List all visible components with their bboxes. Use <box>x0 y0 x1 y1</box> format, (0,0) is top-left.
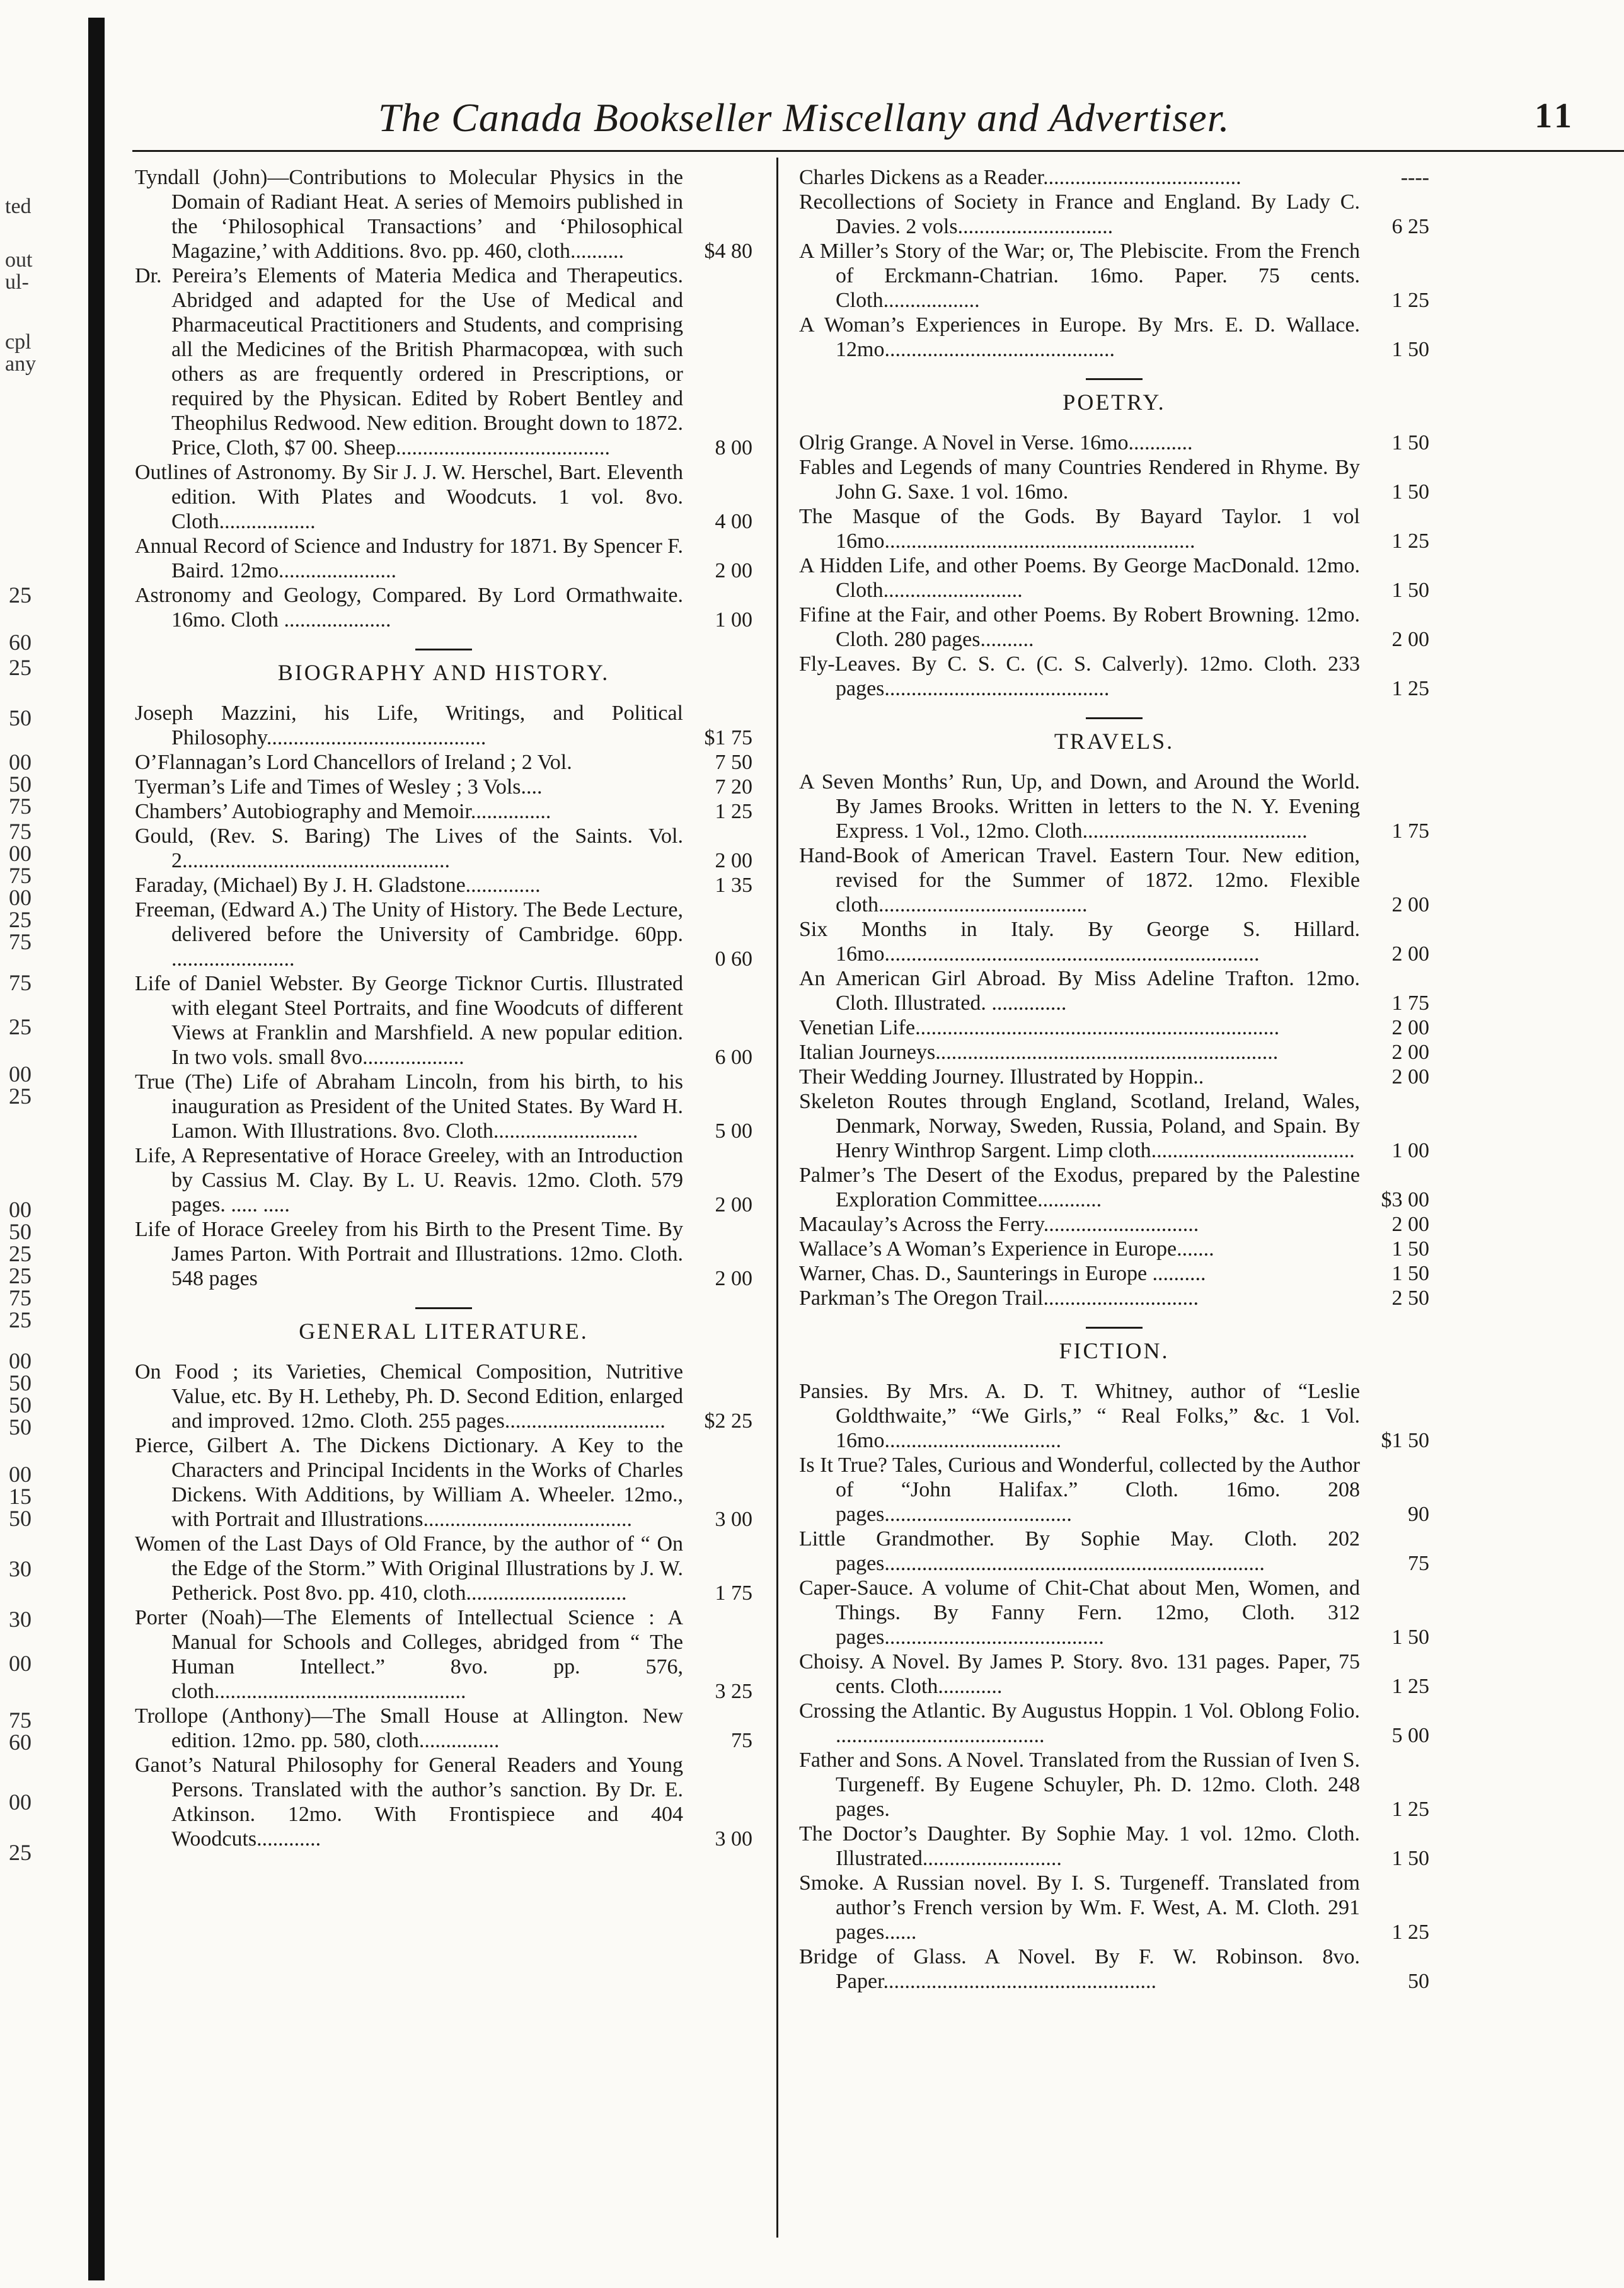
book-price: 1 50 <box>1391 480 1429 504</box>
bleed-price-fragment: 25 <box>9 1840 32 1865</box>
book-listing <box>135 873 752 898</box>
book-listing <box>135 1704 752 1753</box>
book-price: 75 <box>1408 1552 1429 1575</box>
book-price: 1 25 <box>1391 1798 1429 1821</box>
book-description: Astronomy and Geology, Compared. By Lord Ormathwaite. 16mo. Cloth .................... <box>135 584 683 632</box>
book-price: $4 80 <box>704 240 752 263</box>
book-price: 1 25 <box>1391 677 1429 700</box>
book-description: Tyndall (John)—Contributions to Molecular Physics in the Domain of Radiant Heat. A series of Memoirs published in the ‘Philosophical Transactions’ and ‘Philosophical Magazine,’ with Additions. 8vo. pp. 460, cloth.......... <box>135 166 683 263</box>
book-description: Is It True? Tales, Curious and Wonderful, collected by the Author of “John Halifax.” Cloth. 16mo. 208 pages................................... <box>799 1453 1360 1526</box>
book-price: 50 <box>1408 1970 1429 1993</box>
book-price: $1 75 <box>704 726 752 749</box>
book-description: Choisy. A Novel. By James P. Story. 8vo. 131 pages. Paper, 75 cents. Cloth............ <box>799 1650 1360 1698</box>
book-price: 0 60 <box>715 947 752 971</box>
book-price: 2 00 <box>715 559 752 582</box>
book-description: Venetian Life.................................................................... <box>799 1016 1280 1039</box>
book-price: 5 00 <box>1391 1724 1429 1747</box>
page-binding-shadow <box>88 18 105 2280</box>
book-price: $1 50 <box>1381 1429 1429 1452</box>
section-heading: POETRY. <box>1063 390 1166 415</box>
section-heading: TRAVELS. <box>1054 729 1175 754</box>
book-price: 1 75 <box>1391 819 1429 843</box>
book-price: 6 00 <box>715 1046 752 1069</box>
book-listing <box>799 1015 1429 1040</box>
book-description: Skeleton Routes through England, Scotland, Ireland, Wales, Denmark, Norway, Sweden, Russia, Poland, and Spain. By Henry Winthrop Sargent. Limp cloth...................................... <box>799 1090 1360 1162</box>
book-price: 75 <box>731 1729 752 1752</box>
book-listing <box>799 603 1429 652</box>
book-description: Ganot’s Natural Philosophy for General Readers and Young Persons. Translated with the author’s sanction. By Dr. E. Atkinson. 12mo. With Frontispiece and 404 Woodcuts............ <box>135 1754 683 1851</box>
book-description: Freeman, (Edward A.) The Unity of History. The Bede Lecture, delivered before the University of Cambridge. 60pp. ....................... <box>135 898 683 971</box>
book-listing <box>799 1261 1429 1286</box>
book-price: 90 <box>1408 1503 1429 1526</box>
book-listing <box>135 534 752 583</box>
book-description: True (The) Life of Abraham Lincoln, from his birth, to his inauguration as President of the United States. By Ward H. Lamon. With Illustrations. 8vo. Cloth........................... <box>135 1070 683 1143</box>
page-number: 11 <box>1535 96 1575 136</box>
book-price: 5 00 <box>715 1119 752 1143</box>
bleed-price-fragment: 75 <box>9 970 32 995</box>
book-listing <box>799 1453 1429 1527</box>
book-price: 2 00 <box>1391 893 1429 916</box>
bleed-price-fragment: 25 <box>9 907 32 932</box>
bleed-price-fragment: 75 <box>9 1285 32 1310</box>
journal-title: The Canada Bookseller Miscellany and Advertiser. <box>378 95 1230 140</box>
book-price: 7 50 <box>715 751 752 774</box>
book-price: 1 50 <box>1391 431 1429 454</box>
book-listing <box>135 898 752 971</box>
bleed-price-fragment: 75 <box>9 863 32 888</box>
bleed-price-fragment: 00 <box>9 1348 32 1373</box>
book-price: 2 00 <box>1391 628 1429 651</box>
book-description: Annual Record of Science and Industry for 1871. By Spencer F. Baird. 12mo...................... <box>135 534 683 582</box>
book-listing <box>799 1699 1429 1748</box>
bleed-price-fragment: 25 <box>9 1241 32 1266</box>
book-listing <box>135 701 752 750</box>
bleed-text-fragment: ted <box>5 195 32 218</box>
bleed-price-fragment: 30 <box>9 1556 32 1581</box>
book-listing <box>799 455 1429 504</box>
book-description: Warner, Chas. D., Saunterings in Europe .......... <box>799 1262 1206 1285</box>
book-price: $2 25 <box>704 1409 752 1433</box>
book-listing <box>799 504 1429 553</box>
book-description: Hand-Book of American Travel. Eastern Tour. New edition, revised for the Summer of 1872. 12mo. Flexible cloth....................................... <box>799 844 1360 916</box>
book-listing <box>799 843 1429 917</box>
bleed-price-fragment: 75 <box>9 1707 32 1733</box>
book-listing <box>799 1650 1429 1699</box>
book-description: Their Wedding Journey. Illustrated by Hoppin.. <box>799 1065 1204 1089</box>
bleed-text-fragment: any <box>5 352 37 376</box>
section-heading: FICTION. <box>1059 1338 1170 1363</box>
bleed-price-fragment: 00 <box>9 749 32 775</box>
book-description: Wallace’s A Woman’s Experience in Europe....... <box>799 1237 1214 1261</box>
book-price: $3 00 <box>1381 1188 1429 1211</box>
bleed-price-fragment: 00 <box>9 841 32 866</box>
book-price: 1 50 <box>1391 1847 1429 1870</box>
book-description: Life of Horace Greeley from his Birth to the Present Time. By James Parton. With Portrait and Illustrations. 12mo. Cloth. 548 pages <box>135 1218 683 1290</box>
book-listing <box>799 239 1429 313</box>
book-listing <box>799 313 1429 362</box>
book-listing <box>799 1040 1429 1065</box>
book-price: 1 50 <box>1391 1626 1429 1649</box>
book-listing <box>799 1379 1429 1453</box>
book-description: On Food ; its Varieties, Chemical Composition, Nutritive Value, etc. By H. Letheby, Ph. D. Second Edition, enlarged and improved. 12mo. Cloth. 255 pages.............................. <box>135 1360 683 1433</box>
book-listing <box>135 1605 752 1704</box>
section-gap <box>799 415 1429 430</box>
book-description: Pansies. By Mrs. A. D. T. Whitney, author of “Leslie Goldthwaite,” “We Girls,” “ Real Folks,” &c. 1 Vol. 16mo................................. <box>799 1380 1360 1452</box>
book-listing <box>799 1871 1429 1944</box>
book-description: Smoke. A Russian novel. By I. S. Turgeneff. Translated from author’s French version by Wm. F. West, A. M. Cloth. 291 pages...... <box>799 1871 1360 1944</box>
book-listing <box>799 770 1429 843</box>
book-description: Trollope (Anthony)—The Small House at Allington. New edition. 12mo. pp. 580, cloth............... <box>135 1704 683 1752</box>
bleed-price-fragment: 75 <box>9 819 32 844</box>
book-price: 1 75 <box>1391 991 1429 1015</box>
header-rule <box>132 150 1624 152</box>
book-description: The Doctor’s Daughter. By Sophie May. 1 vol. 12mo. Cloth. Illustrated.......................... <box>799 1822 1360 1870</box>
right-column <box>799 165 1429 1994</box>
bleed-price-fragment: 00 <box>9 1651 32 1676</box>
bleed-price-fragment: 50 <box>9 1414 32 1440</box>
book-description: Faraday, (Michael) By J. H. Gladstone.............. <box>135 874 541 897</box>
book-listing <box>135 775 752 799</box>
book-listing <box>799 1212 1429 1237</box>
book-listing <box>799 1576 1429 1650</box>
book-description: Fifine at the Fair, and other Poems. By Robert Browning. 12mo. Cloth. 280 pages.......... <box>799 603 1360 651</box>
book-listing <box>799 1748 1429 1822</box>
bleed-price-fragment: 00 <box>9 885 32 910</box>
bleed-price-fragment: 50 <box>9 705 32 731</box>
book-description: Dr. Pereira’s Elements of Materia Medica and Therapeutics. Abridged and adapted for the Use of Medical and Pharmaceutical Practitioners and Students, and comprising all the Medicines of the British Pharmacopœa, with such others as are frequently ordered in Prescriptions, or required by the Physican. Edited by Robert Bentley and Theophilus Redwood. New edition. Brought down to 1872. Price, Cloth, $7 00. Sheep........................................ <box>135 264 683 459</box>
book-price: 2 00 <box>715 849 752 872</box>
book-price: 3 00 <box>715 1508 752 1531</box>
bleed-price-fragment: 50 <box>9 1392 32 1418</box>
book-listing <box>135 1360 752 1433</box>
book-listing <box>135 799 752 824</box>
book-listing <box>135 1143 752 1217</box>
bleed-price-fragment: 00 <box>9 1197 32 1222</box>
book-listing <box>799 430 1429 455</box>
book-description: The Masque of the Gods. By Bayard Taylor. 1 vol 16mo.......................................................... <box>799 505 1360 553</box>
book-description: Olrig Grange. A Novel in Verse. 16mo............ <box>799 431 1193 454</box>
bleed-price-fragment: 50 <box>9 1219 32 1244</box>
bleed-price-fragment: 15 <box>9 1484 32 1509</box>
book-price: 1 50 <box>1391 579 1429 602</box>
book-listing <box>799 165 1429 190</box>
book-price: 2 00 <box>1391 1213 1429 1236</box>
bleed-price-fragment: 25 <box>9 582 32 608</box>
book-price: 2 00 <box>1391 1016 1429 1039</box>
book-description: Parkman’s The Oregon Trail............................. <box>799 1286 1199 1310</box>
book-price: 3 25 <box>715 1680 752 1703</box>
book-description: Tyerman’s Life and Times of Wesley ; 3 Vols.... <box>135 775 543 799</box>
section-rule <box>1086 717 1143 719</box>
book-listing <box>799 1822 1429 1871</box>
book-listing <box>135 263 752 460</box>
book-description: Pierce, Gilbert A. The Dickens Dictionary. A Key to the Characters and Principal Incidents in the Works of Charles Dickens. With Additions, by William A. Wheeler. 12mo., with Portrait and Illustrations....................................... <box>135 1434 683 1531</box>
bleed-price-fragment: 50 <box>9 771 32 797</box>
book-description: Life of Daniel Webster. By George Ticknor Curtis. Illustrated with elegant Steel Portraits, and fine Woodcuts of different Views at Franklin and Marshfield. A new popular edition. In two vols. small 8vo................... <box>135 972 683 1069</box>
book-description: Gould, (Rev. S. Baring) The Lives of the Saints. Vol. 2.................................................. <box>135 824 683 872</box>
section-gap <box>135 686 752 701</box>
bleed-price-fragment: 75 <box>9 929 32 954</box>
book-price: 4 00 <box>715 510 752 533</box>
book-listing <box>135 1217 752 1291</box>
book-listing <box>799 553 1429 603</box>
section-gap <box>135 1344 752 1360</box>
bleed-price-fragment: 50 <box>9 1370 32 1395</box>
book-description: Charles Dickens as a Reader..................................... <box>799 166 1241 189</box>
book-price: 1 50 <box>1391 1237 1429 1261</box>
book-price: 1 00 <box>715 608 752 632</box>
book-description: Fables and Legends of many Countries Rendered in Rhyme. By John G. Saxe. 1 vol. 16mo. <box>799 456 1360 504</box>
book-description: Outlines of Astronomy. By Sir J. J. W. Herschel, Bart. Eleventh edition. With Plates and Woodcuts. 1 vol. 8vo. Cloth.................. <box>135 461 683 533</box>
bleed-price-fragment: 25 <box>9 655 32 680</box>
bleed-price-fragment: 50 <box>9 1506 32 1531</box>
section-gap <box>799 1364 1429 1379</box>
book-price: 2 00 <box>1391 942 1429 966</box>
bleed-price-fragment: 00 <box>9 1462 32 1487</box>
book-price: 1 75 <box>715 1581 752 1605</box>
book-description: A Hidden Life, and other Poems. By George MacDonald. 12mo. Cloth.......................... <box>799 554 1360 602</box>
section-heading: BIOGRAPHY AND HISTORY. <box>277 660 610 685</box>
book-listing <box>135 971 752 1070</box>
bleed-price-fragment: 00 <box>9 1061 32 1087</box>
book-listing <box>135 1532 752 1605</box>
book-description: Life, A Representative of Horace Greeley, with an Introduction by Cassius M. Clay. By L. U. Reavis. 12mo. Cloth. 579 pages. ..... ..... <box>135 1144 683 1216</box>
book-description: Crossing the Atlantic. By Augustus Hoppin. 1 Vol. Oblong Folio. ....................................... <box>799 1699 1360 1747</box>
book-price: 7 20 <box>715 775 752 799</box>
book-listing <box>135 1070 752 1143</box>
book-price: 2 50 <box>1391 1286 1429 1310</box>
book-price: 1 50 <box>1391 338 1429 361</box>
book-price: 2 00 <box>715 1193 752 1216</box>
book-listing <box>135 750 752 775</box>
book-price: 1 25 <box>715 800 752 823</box>
book-description: Six Months in Italy. By George S. Hillard. 16mo...................................................................... <box>799 918 1360 966</box>
book-description: Father and Sons. A Novel. Translated from the Russian of Iven S. Turgeneff. By Eugene Schuyler, Ph. D. 12mo. Cloth. 248 pages. <box>799 1748 1360 1821</box>
bleed-text-fragment: cpl <box>5 330 32 354</box>
book-price: 2 00 <box>1391 1041 1429 1064</box>
book-description: Italian Journeys................................................................ <box>799 1041 1279 1064</box>
book-description: Little Grandmother. By Sophie May. Cloth. 202 pages....................................................................... <box>799 1527 1360 1575</box>
book-description: A Seven Months’ Run, Up, and Down, and Around the World. By James Brooks. Written in letters to the N. Y. Evening Express. 1 Vol., 12mo. Cloth.......................................... <box>799 770 1360 843</box>
bleed-price-fragment: 75 <box>9 794 32 819</box>
book-price: 2 00 <box>1391 1065 1429 1089</box>
book-price: 1 00 <box>1391 1139 1429 1162</box>
book-price: 1 25 <box>1391 289 1429 312</box>
left-column <box>135 165 752 1851</box>
book-listing <box>135 460 752 534</box>
book-description: Palmer’s The Desert of the Exodus, prepared by the Palestine Exploration Committee............ <box>799 1164 1360 1211</box>
book-listing <box>799 1089 1429 1163</box>
bleed-text-fragment: out <box>5 248 33 272</box>
book-description: Caper-Sauce. A volume of Chit-Chat about Men, Women, and Things. By Fanny Fern. 12mo, Cloth. 312 pages......................................... <box>799 1576 1360 1649</box>
bleed-price-fragment: 60 <box>9 630 32 655</box>
book-description: O’Flannagan’s Lord Chancellors of Ireland ; 2 Vol. <box>135 751 572 774</box>
book-listing <box>799 966 1429 1015</box>
book-listing <box>799 1944 1429 1994</box>
section-rule <box>1086 378 1143 380</box>
book-description: Recollections of Society in France and England. By Lady C. Davies. 2 vols............................. <box>799 190 1360 238</box>
bleed-text-fragment: ul- <box>5 270 29 294</box>
book-price: 1 35 <box>715 874 752 897</box>
book-description: Joseph Mazzini, his Life, Writings, and Political Philosophy......................................... <box>135 702 683 749</box>
section-gap <box>799 754 1429 770</box>
book-listing <box>799 1163 1429 1212</box>
book-price: 1 50 <box>1391 1262 1429 1285</box>
column-divider <box>776 158 778 2238</box>
book-price: 6 25 <box>1391 215 1429 238</box>
section-rule <box>1086 1327 1143 1329</box>
section-rule <box>415 1307 472 1309</box>
book-price: 1 25 <box>1391 1675 1429 1698</box>
book-price: 8 00 <box>715 436 752 459</box>
book-description: Macaulay’s Across the Ferry............................. <box>799 1213 1199 1236</box>
section-rule <box>415 649 472 650</box>
book-listing <box>799 1527 1429 1576</box>
bleed-price-fragment: 60 <box>9 1730 32 1755</box>
adjacent-page-bleed <box>0 0 69 2288</box>
book-description: Porter (Noah)—The Elements of Intellectual Science : A Manual for Schools and Colleges, abridged from “ The Human Intellect.” 8vo. pp. 576, cloth............................................... <box>135 1606 683 1703</box>
book-price: 3 00 <box>715 1827 752 1851</box>
book-listing <box>135 1433 752 1532</box>
book-description: An American Girl Abroad. By Miss Adeline Trafton. 12mo. Cloth. Illustrated. .............. <box>799 967 1360 1015</box>
book-listing <box>135 583 752 632</box>
book-listing <box>799 917 1429 966</box>
book-description: A Miller’s Story of the War; or, The Plebiscite. From the French of Erckmann-Chatrian. 16mo. Paper. 75 cents. Cloth.................. <box>799 240 1360 312</box>
book-description: Women of the Last Days of Old France, by the author of “ On the Edge of the Storm.” With Original Illustrations by J. W. Petherick. Post 8vo. pp. 410, cloth.............................. <box>135 1532 683 1605</box>
bleed-price-fragment: 30 <box>9 1607 32 1632</box>
book-listing <box>135 824 752 873</box>
book-listing <box>135 165 752 263</box>
book-description: Bridge of Glass. A Novel. By F. W. Robinson. 8vo. Paper................................................... <box>799 1945 1360 1993</box>
book-listing <box>799 652 1429 701</box>
bleed-price-fragment: 25 <box>9 1263 32 1288</box>
book-listing <box>135 1753 752 1851</box>
book-listing <box>799 1286 1429 1310</box>
book-listing <box>799 1237 1429 1261</box>
bleed-price-fragment: 25 <box>9 1083 32 1109</box>
book-listing <box>799 1065 1429 1089</box>
book-description: Chambers’ Autobiography and Memoir............... <box>135 800 551 823</box>
book-price: 1 25 <box>1391 529 1429 553</box>
book-price: 1 25 <box>1391 1921 1429 1944</box>
book-description: Fly-Leaves. By C. S. C. (C. S. Calverly). 12mo. Cloth. 233 pages.......................................... <box>799 652 1360 700</box>
bleed-price-fragment: 25 <box>9 1014 32 1039</box>
book-price: ---- <box>1400 166 1429 189</box>
book-description: A Woman’s Experiences in Europe. By Mrs. E. D. Wallace. 12mo........................................... <box>799 313 1360 361</box>
book-listing <box>799 190 1429 239</box>
bleed-price-fragment: 25 <box>9 1307 32 1332</box>
book-price: 2 00 <box>715 1267 752 1290</box>
bleed-price-fragment: 00 <box>9 1789 32 1815</box>
page-header <box>139 88 1588 145</box>
section-heading: GENERAL LITERATURE. <box>299 1319 589 1344</box>
